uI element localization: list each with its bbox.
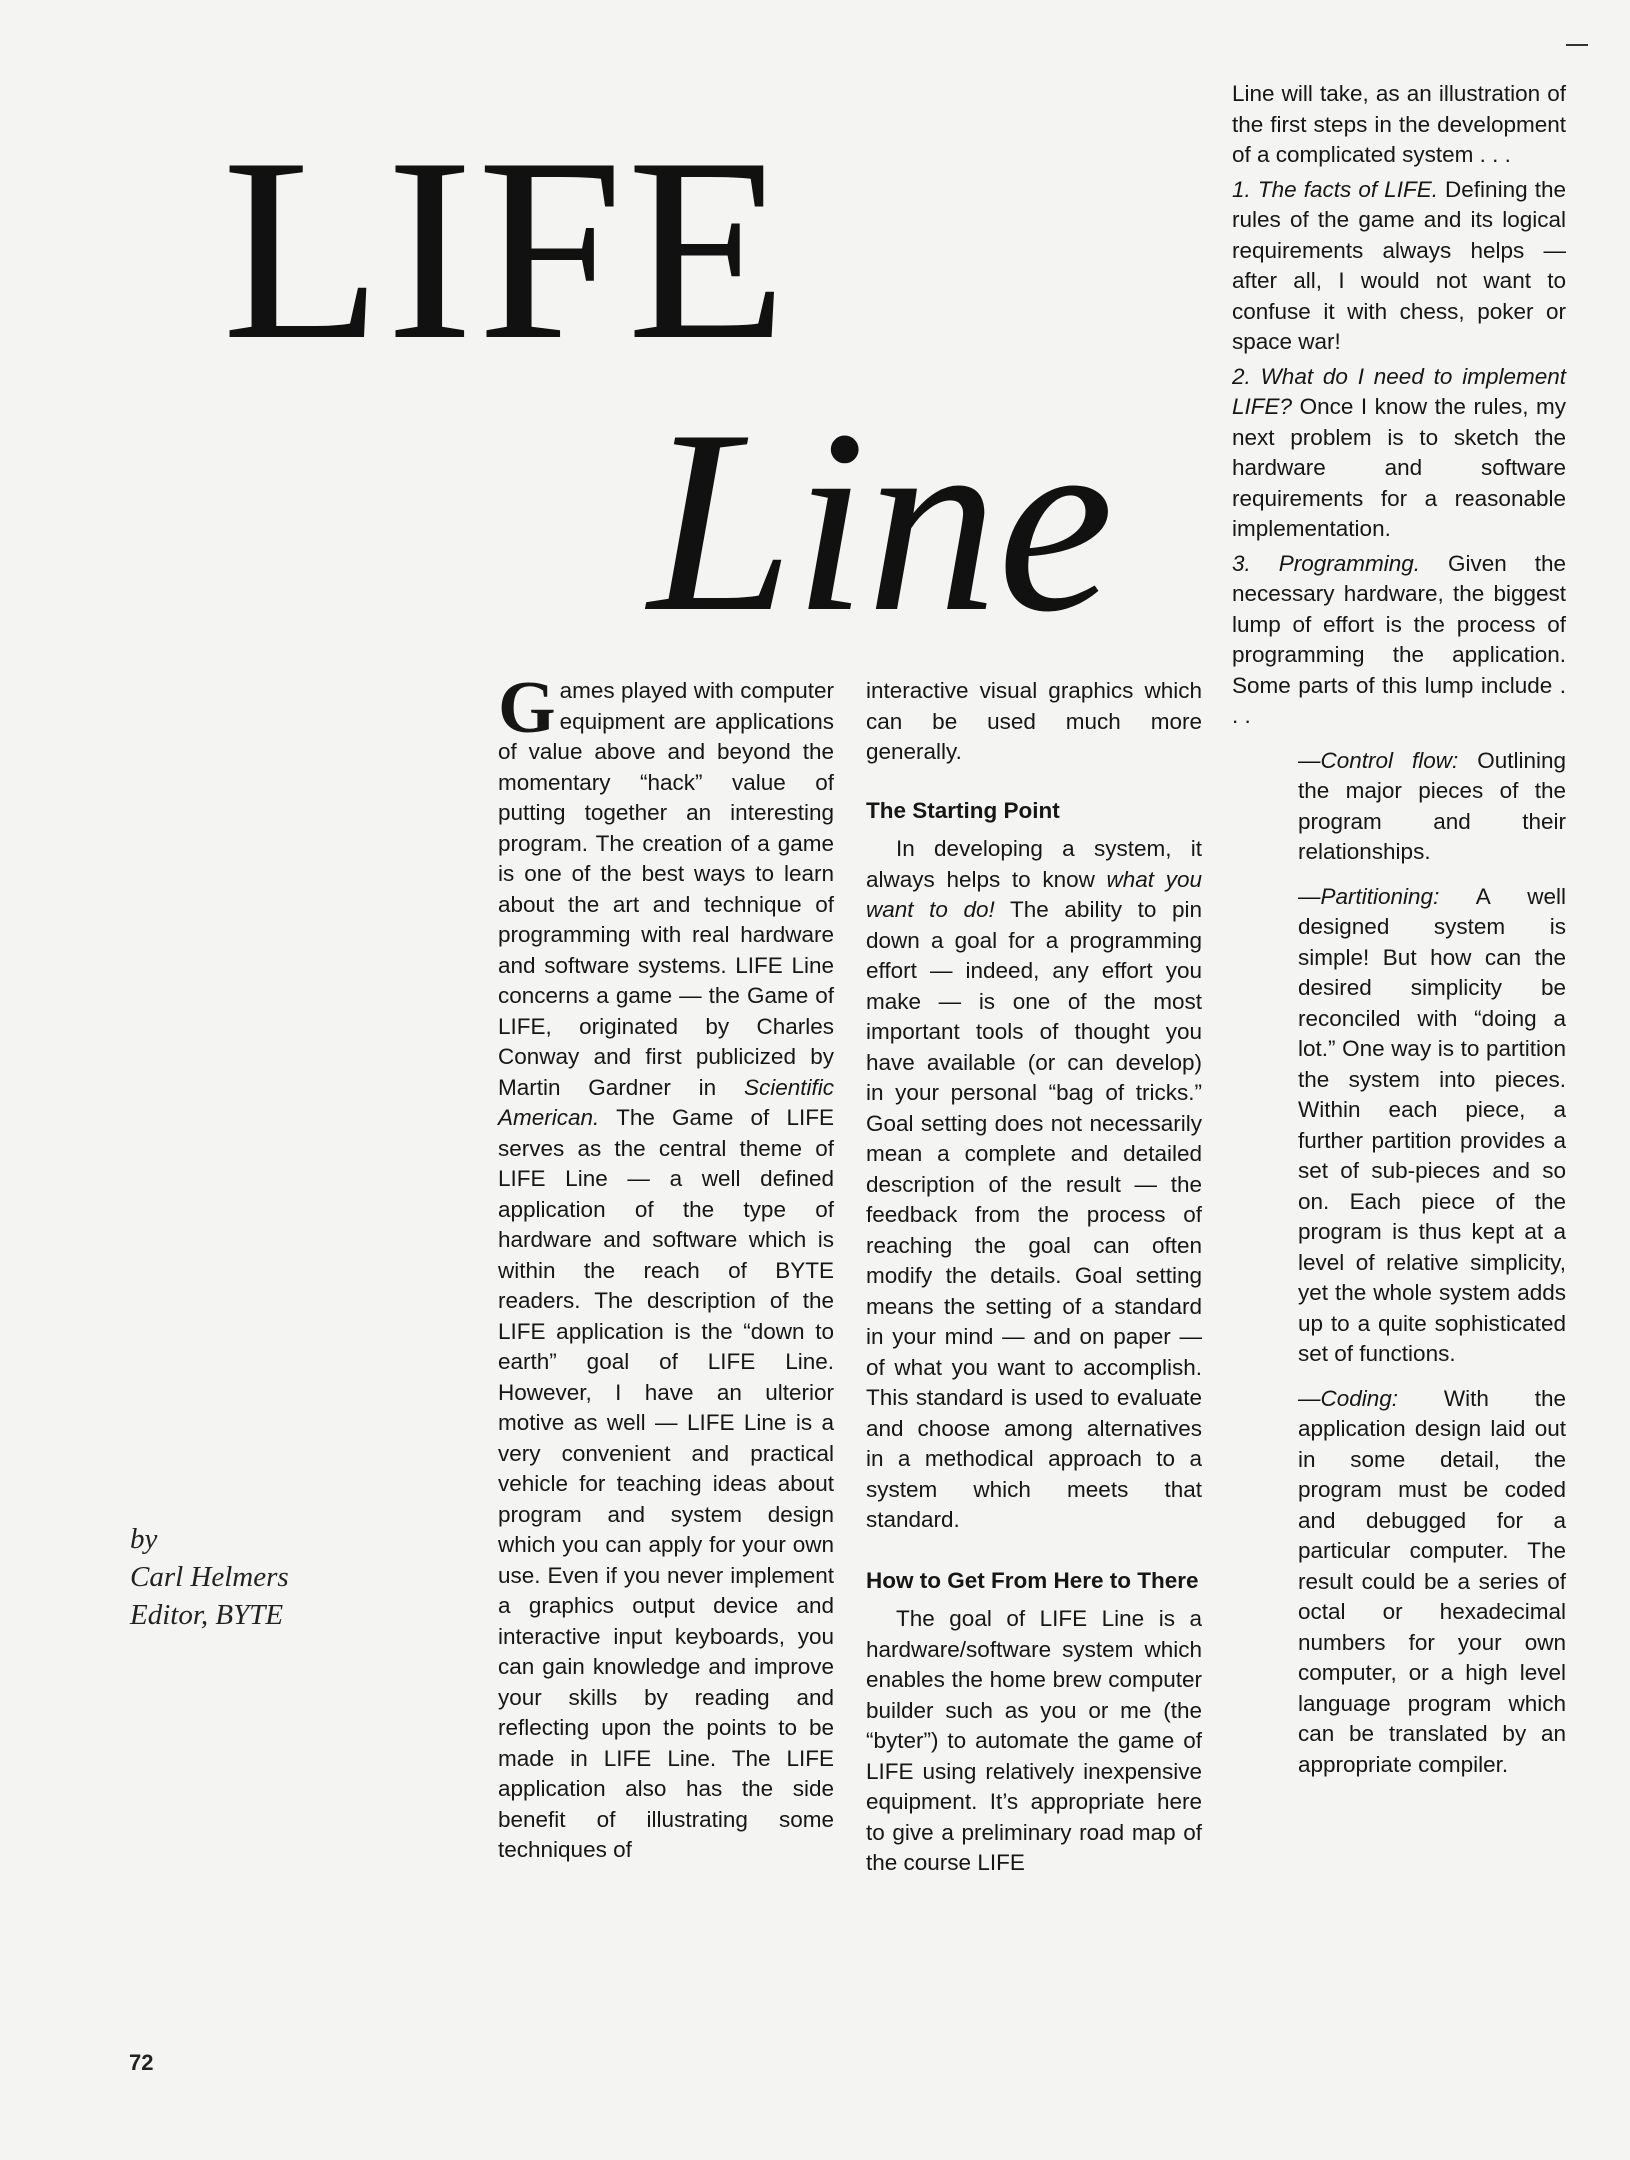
step-2-title: 2. What do I need to implement LIFE? (1232, 363, 1566, 419)
substep-control-flow (1298, 746, 1566, 868)
step-2-text: Once I know the rules, my next problem is to sketch the hardware and software requirements for a reasonable implementation. (1232, 394, 1566, 541)
byline-role: Editor, BYTE (130, 1599, 284, 1631)
substep-partitioning-text: A well designed system is simple! But how can the desired simplicity be reconciled with “doing a lot.” One way is to partition the system into pieces. Within each piece, a further partition provides a set of sub-pieces and so on. Each piece of the program is thus kept at a level of relative simplicity, yet the whole system adds up to a quite sophisticated set of functions. (1298, 883, 1566, 1366)
corner-mark (1566, 44, 1588, 46)
substep-coding-title: —Coding: (1298, 1385, 1399, 1411)
step-3 (1232, 549, 1566, 732)
title-line: Line (648, 376, 1114, 666)
roadmap-intro: Line will take, as an illustration of the first steps in the development of a complicated system . . . (1232, 81, 1566, 167)
title-life: LIFE (222, 104, 792, 394)
section-heading-here-to-there: How to Get From Here to There (866, 1567, 1199, 1593)
article-column-2 (866, 676, 1202, 1879)
drop-cap: G (498, 667, 556, 749)
article-column-1 (498, 667, 834, 1866)
starting-point-paragraph (866, 834, 1202, 1536)
step-2 (1232, 362, 1566, 545)
starting-point-text-a: In developing a system, it always helps to know (866, 836, 1202, 892)
starting-point-emphasis: what you want to do! (866, 866, 1202, 922)
step-3-title: 3. Programming. (1232, 550, 1421, 576)
byline (130, 1520, 390, 1634)
intro-text-continued: The Game of LIFE serves as the central theme of LIFE Line — a well defined application of the type of hardware and software which is within the reach of BYTE readers. The description of the LIFE application is the “down to earth” goal of LIFE Line. However, I have an ulterior motive as well — LIFE Line is a very convenient and practical vehicle for teaching ideas about program and system design which you can apply for your own use. Even if you never implement a graphics output device and interactive input keyboards, you can gain knowledge and improve your skills by reading and reflecting upon the points to be made in LIFE Line. The LIFE application also has the side benefit of illustrating some techniques of (498, 1105, 834, 1862)
intro-text: ames played with computer equipment are applications of value above and beyond the momentary “hack” value of putting together an interesting program. The creation of a game is one of the best ways to learn about the art and technique of programming with real hardware and software systems. LIFE Line concerns a game — the Game of LIFE, originated by Charles Conway and first publicized by Martin Gardner in (498, 678, 834, 1100)
byline-author: Carl Helmers (130, 1561, 289, 1593)
substep-partitioning-title: —Partitioning: (1298, 883, 1440, 909)
section-heading-starting-point: The Starting Point (866, 797, 1060, 823)
substep-control-flow-text: Outlining the major pieces of the program and their relationships. (1298, 747, 1566, 864)
here-to-there-paragraph: The goal of LIFE Line is a hardware/software system which enables the home brew computer builder such as you or me (the “byter”) to automate the game of LIFE using relatively inexpensive equipment. It’s appropriate here to give a preliminary road map of the course LIFE (866, 1606, 1202, 1875)
continued-paragraph: interactive visual graphics which can be used much more generally. (866, 678, 1202, 764)
page-number: 72 (129, 2050, 154, 2075)
step-1-text: Defining the rules of the game and its logical requirements always helps — after all, I would not want to confuse it with chess, poker or space war! (1232, 176, 1566, 354)
substep-partitioning (1298, 882, 1566, 1370)
step-3-text: Given the necessary hardware, the biggest lump of effort is the process of programming the application. Some parts of this lump include . . . (1232, 550, 1566, 728)
step-1 (1232, 175, 1566, 358)
substep-coding-text: With the application design laid out in some detail, the program must be coded and debugged for a particular computer. The result could be a series of octal or hexadecimal numbers for your own computer, or a high level language program which can be translated by an appropriate compiler. (1298, 1385, 1566, 1777)
step-1-title: 1. The facts of LIFE. (1232, 176, 1438, 202)
starting-point-text-b: The ability to pin down a goal for a programming effort — indeed, any effort you make — is one of the most important tools of thought you have available (or can develop) in your personal “bag of tricks.” Goal setting does not necessarily mean a complete and detailed description of the result — the feedback from the process of reaching the goal can often modify the details. Goal setting means the setting of a standard in your mind — and on paper — of what you want to accomplish. This standard is used to evaluate and choose among alternatives in a methodical approach to a system which meets that standard. (866, 897, 1202, 1532)
byline-prefix: by (130, 1523, 158, 1555)
magazine-reference: Scientific American. (498, 1074, 834, 1130)
substep-control-flow-title: —Control flow: (1298, 747, 1459, 773)
article-column-3 (1232, 79, 1566, 1780)
intro-paragraph (498, 667, 834, 1866)
substep-coding (1298, 1384, 1566, 1781)
